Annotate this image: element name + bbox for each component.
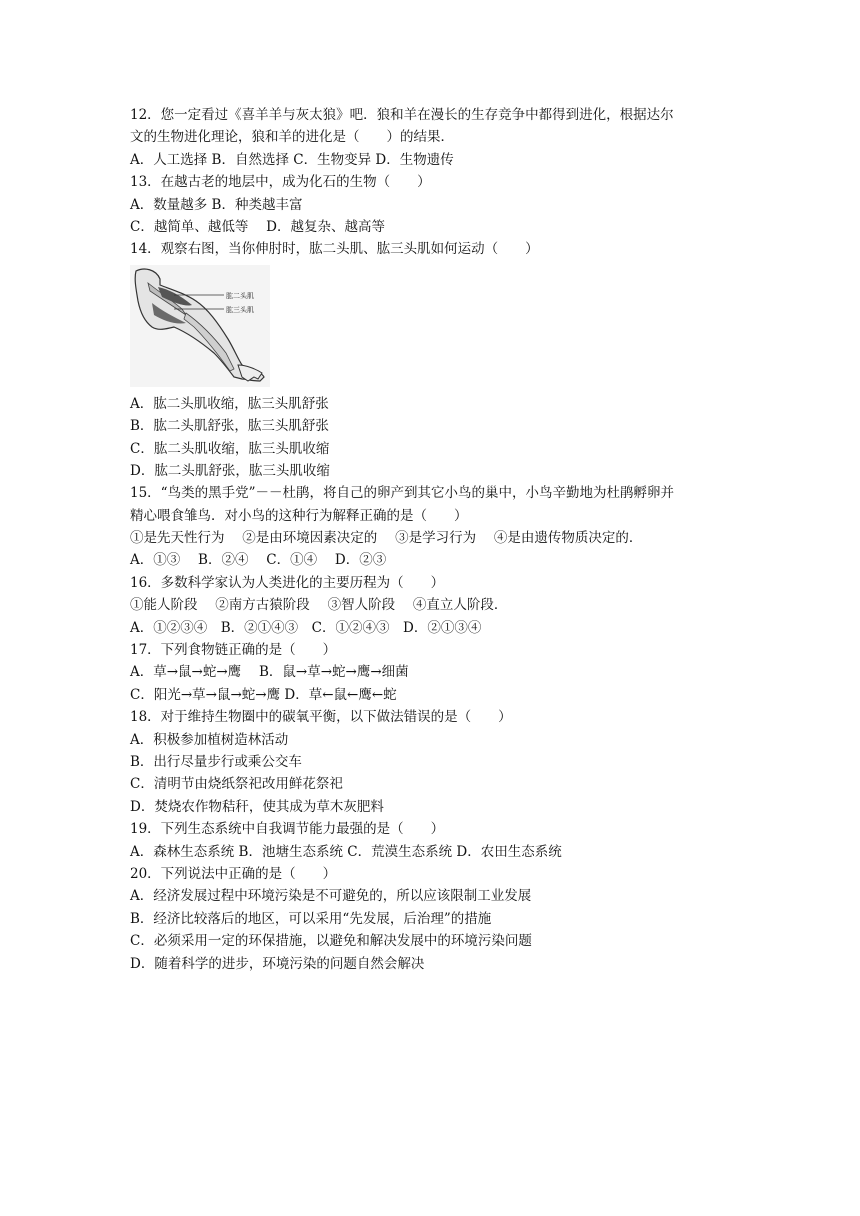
q14-option-b: B．肱二头肌舒张，肱三头肌舒张 xyxy=(130,418,329,435)
q18-option-d: D．焚烧农作物秸秆，使其成为草木灰肥料 xyxy=(130,798,384,815)
q14-option-a: A．肱二头肌收缩，肱三头肌舒张 xyxy=(130,395,329,412)
q12-options: A．人工选择 B．自然选择 C．生物变异 D．生物遗传 xyxy=(130,151,454,168)
q19-options: A．森林生态系统 B．池塘生态系统 C．荒漠生态系统 D．农田生态系统 xyxy=(130,843,562,860)
q15-stem-line2: 精心喂食雏鸟．对小鸟的这种行为解释正确的是（ ） xyxy=(130,507,468,524)
q18-stem: 18．对于维持生物圈中的碳氧平衡，以下做法错误的是（ ） xyxy=(130,709,512,726)
q14-stem: 14．观察右图，当你伸肘时，肱二头肌、肱三头肌如何运动（ ） xyxy=(130,241,539,258)
q17-stem: 17．下列食物链正确的是（ ） xyxy=(130,642,337,659)
q18-option-a: A．积极参加植树造林活动 xyxy=(130,731,289,748)
triceps-label: 肱三头肌 xyxy=(226,305,254,314)
q14-option-d: D．肱二头肌舒张，肱三头肌收缩 xyxy=(130,462,330,479)
q12-stem-line1: 12．您一定看过《喜羊羊与灰太狼》吧．狼和羊在漫长的生存竞争中都得到进化，根据达尔 xyxy=(130,107,674,123)
q16-stem: 16．多数科学家认为人类进化的主要历程为（ ） xyxy=(130,574,445,591)
biceps-label: 肱二头肌 xyxy=(226,291,254,300)
q12-stem-line2: 文的生物进化理论，狼和羊的进化是（ ）的结果． xyxy=(130,129,454,146)
q20-option-d: D．随着科学的进步，环境污染的问题自然会解决 xyxy=(130,955,425,972)
q13-stem: 13．在越古老的地层中，成为化石的生物（ ） xyxy=(130,174,431,191)
q15-statements: ①是先天性行为 ②是由环境因素决定的 ③是学习行为 ④是由遗传物质决定的． xyxy=(130,530,643,547)
question-list xyxy=(130,104,740,975)
q20-option-c: C．必须采用一定的环保措施，以避免和解决发展中的环境污染问题 xyxy=(130,933,532,950)
q20-stem: 20．下列说法中正确的是（ ） xyxy=(130,865,337,882)
q13-options-cd: C．越简单、越低等 D．越复杂、越高等 xyxy=(130,218,385,235)
q19-stem: 19．下列生态系统中自我调节能力最强的是（ ） xyxy=(130,821,445,838)
arm-muscle-figure xyxy=(130,265,270,387)
q14-option-c: C．肱二头肌收缩，肱三头肌收缩 xyxy=(130,440,330,457)
q15-options: A．①③ B．②④ C．①④ D．②③ xyxy=(130,552,387,569)
q17-options-ab: A．草→鼠→蛇→鹰 B．鼠→草→蛇→鹰→细菌 xyxy=(130,664,409,681)
q16-statements: ①能人阶段 ②南方古猿阶段 ③智人阶段 ④直立人阶段． xyxy=(130,597,508,614)
q13-options-ab: A．数量越多 B．种类越丰富 xyxy=(130,196,303,213)
q17-options-cd: C．阳光→草→鼠→蛇→鹰 D．草←鼠←鹰←蛇 xyxy=(130,686,397,703)
q20-option-a: A．经济发展过程中环境污染是不可避免的，所以应该限制工业发展 xyxy=(130,888,532,905)
q15-stem-line1: 15．“鸟类的黑手党”－－杜鹃，将自己的卵产到其它小鸟的巢中，小鸟辛勤地为杜鹃孵卵并 xyxy=(130,485,674,502)
q20-option-b: B．经济比较落后的地区，可以采用“先发展，后治理”的措施 xyxy=(130,910,492,927)
q18-option-b: B．出行尽量步行或乘公交车 xyxy=(130,753,302,770)
arm-diagram xyxy=(130,265,270,387)
q16-options: A．①②③④ B．②①④③ C．①②④③ D．②①③④ xyxy=(130,619,482,636)
q18-option-c: C．清明节由烧纸祭祀改用鲜花祭祀 xyxy=(130,776,343,793)
